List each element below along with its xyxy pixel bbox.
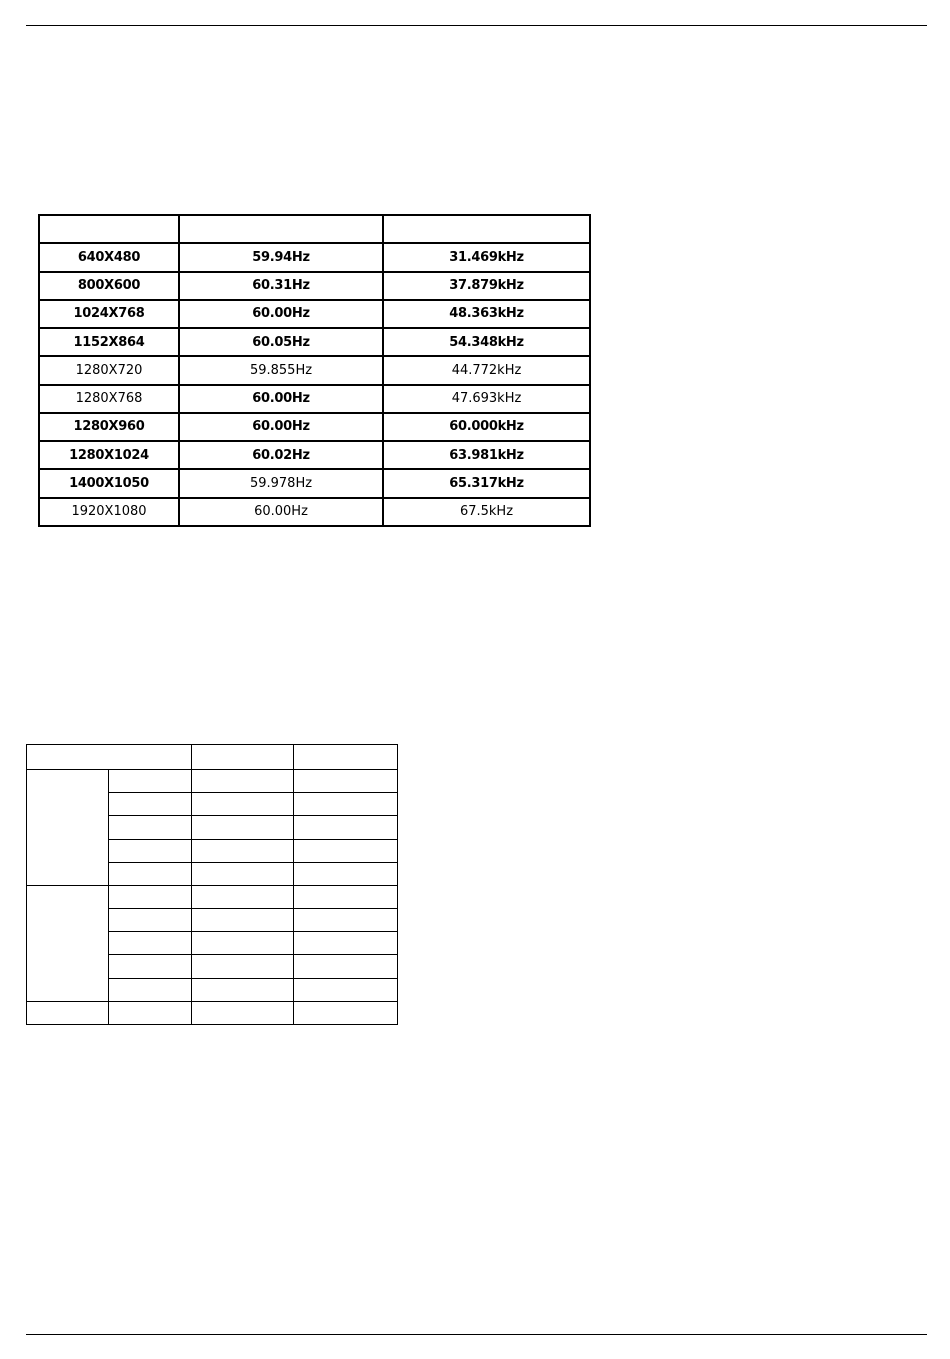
table-row (39, 413, 590, 441)
resolution-cell: 1280X720 (39, 356, 179, 384)
vertical-frequency-cell: 60.31Hz (179, 272, 383, 300)
grid-cell (294, 816, 398, 839)
horizontal-frequency-cell: 37.879kHz (383, 272, 590, 300)
grid-cell (109, 793, 192, 816)
timing-header-row (39, 215, 590, 243)
bottom-rule (26, 1334, 927, 1335)
table-row (39, 385, 590, 413)
grid-cell (192, 932, 294, 955)
grid-cell (294, 909, 398, 932)
vertical-frequency-cell: 60.02Hz (179, 441, 383, 469)
table-row (39, 441, 590, 469)
empty-grid-table (26, 744, 398, 1025)
vertical-frequency-cell: 59.855Hz (179, 356, 383, 384)
grid-cell (192, 885, 294, 908)
grid-cell (294, 862, 398, 885)
resolution-cell: 1280X960 (39, 413, 179, 441)
grid-cell (109, 862, 192, 885)
table-row (39, 328, 590, 356)
horizontal-frequency-cell: 48.363kHz (383, 300, 590, 328)
table-row (27, 770, 398, 793)
vertical-frequency-cell: 60.00Hz (179, 498, 383, 526)
table-row (39, 243, 590, 271)
header-cell (383, 215, 590, 243)
grid-cell (192, 816, 294, 839)
horizontal-frequency-cell: 60.000kHz (383, 413, 590, 441)
resolution-cell: 1920X1080 (39, 498, 179, 526)
horizontal-frequency-cell: 65.317kHz (383, 469, 590, 497)
grid-group-cell (27, 770, 109, 886)
grid-cell (192, 978, 294, 1001)
vertical-frequency-cell: 59.978Hz (179, 469, 383, 497)
grid-cell (294, 955, 398, 978)
table-row (39, 356, 590, 384)
resolution-cell: 800X600 (39, 272, 179, 300)
grid-header-cell (192, 745, 294, 770)
header-cell (179, 215, 383, 243)
resolution-cell: 1280X1024 (39, 441, 179, 469)
grid-cell (109, 770, 192, 793)
header-cell (39, 215, 179, 243)
grid-cell (192, 793, 294, 816)
horizontal-frequency-cell: 63.981kHz (383, 441, 590, 469)
grid-cell (27, 1001, 109, 1024)
table-row (27, 745, 398, 770)
grid-cell (294, 932, 398, 955)
resolution-cell: 1280X768 (39, 385, 179, 413)
grid-cell (109, 816, 192, 839)
grid-cell (294, 839, 398, 862)
table-row (27, 1001, 398, 1024)
table-row (39, 498, 590, 526)
grid-cell (294, 770, 398, 793)
grid-cell (109, 839, 192, 862)
grid-cell (294, 978, 398, 1001)
grid-cell (109, 909, 192, 932)
table-row (39, 272, 590, 300)
grid-cell (109, 885, 192, 908)
vertical-frequency-cell: 60.00Hz (179, 300, 383, 328)
grid-cell (294, 1001, 398, 1024)
grid-header-cell (27, 745, 192, 770)
vertical-frequency-cell: 60.00Hz (179, 413, 383, 441)
grid-cell (109, 932, 192, 955)
resolution-cell: 1400X1050 (39, 469, 179, 497)
grid-cell (192, 909, 294, 932)
table-row (39, 469, 590, 497)
grid-cell (109, 955, 192, 978)
vertical-frequency-cell: 60.00Hz (179, 385, 383, 413)
grid-cell (294, 793, 398, 816)
vertical-frequency-cell: 59.94Hz (179, 243, 383, 271)
table-row (27, 885, 398, 908)
grid-cell (109, 1001, 192, 1024)
horizontal-frequency-cell: 54.348kHz (383, 328, 590, 356)
grid-cell (109, 978, 192, 1001)
resolution-cell: 1024X768 (39, 300, 179, 328)
horizontal-frequency-cell: 31.469kHz (383, 243, 590, 271)
grid-cell (192, 955, 294, 978)
horizontal-frequency-cell: 67.5kHz (383, 498, 590, 526)
grid-header-cell (294, 745, 398, 770)
grid-cell (192, 1001, 294, 1024)
grid-cell (192, 770, 294, 793)
resolution-cell: 640X480 (39, 243, 179, 271)
grid-cell (294, 885, 398, 908)
horizontal-frequency-cell: 44.772kHz (383, 356, 590, 384)
grid-cell (192, 839, 294, 862)
horizontal-frequency-cell: 47.693kHz (383, 385, 590, 413)
grid-cell (192, 862, 294, 885)
top-rule (26, 25, 927, 26)
resolution-cell: 1152X864 (39, 328, 179, 356)
vertical-frequency-cell: 60.05Hz (179, 328, 383, 356)
timing-table (38, 214, 591, 527)
grid-group-cell (27, 885, 109, 1001)
table-row (39, 300, 590, 328)
